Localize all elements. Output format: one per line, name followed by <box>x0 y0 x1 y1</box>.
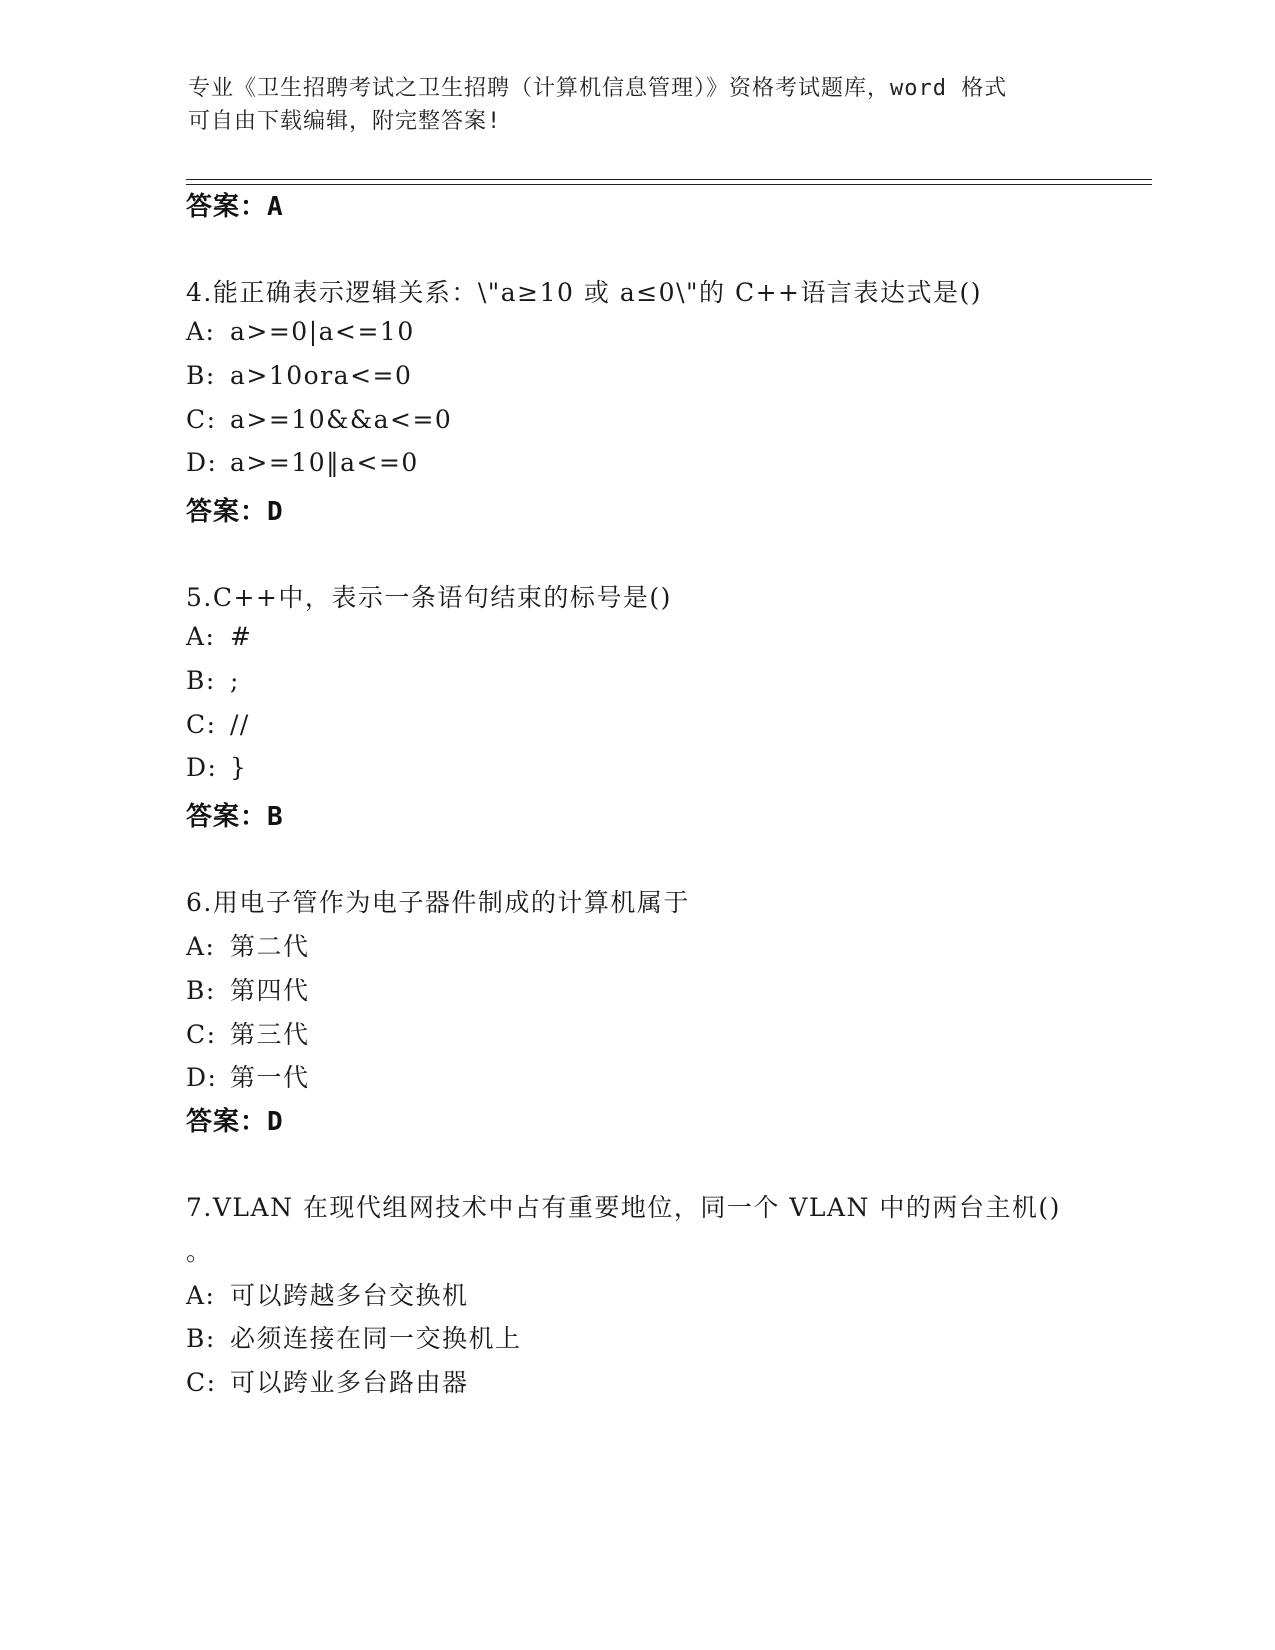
option-text: 第四代 <box>230 976 310 1005</box>
option-text: 第一代 <box>230 1063 310 1092</box>
answer-q3: 答案：A <box>186 192 284 222</box>
option-4d <box>186 448 419 477</box>
option-label: B: <box>186 1324 216 1353</box>
question-4: 4.能正确表示逻辑关系：\"a≥10 或 a≤0\"的 C++语言表达式是() <box>186 278 982 307</box>
option-label: A: <box>186 622 216 651</box>
option-text: 可以跨业多台路由器 <box>230 1368 469 1397</box>
option-label: B: <box>186 666 216 695</box>
option-label: C: <box>186 405 217 434</box>
option-5d <box>186 753 247 782</box>
option-text: a>=0|a<=10 <box>230 317 415 346</box>
question-7: 7.VLAN 在现代组网技术中占有重要地位，同一个 VLAN 中的两台主机() <box>186 1193 1061 1222</box>
question-7-continuation: 。 <box>186 1237 213 1266</box>
option-text: // <box>230 710 250 739</box>
option-label: C: <box>186 710 217 739</box>
option-label: D: <box>186 753 218 782</box>
option-label: B: <box>186 976 216 1005</box>
option-6c <box>186 1015 310 1051</box>
option-text: 第三代 <box>230 1020 310 1049</box>
option-text: a>=10‖a<=0 <box>230 448 419 477</box>
option-label: D: <box>186 448 218 477</box>
question-5: 5.C++中，表示一条语句结束的标号是() <box>186 583 672 612</box>
answer-q4: 答案：D <box>186 497 284 527</box>
option-7a <box>186 1276 469 1312</box>
option-text: a>10ora<=0 <box>230 361 413 390</box>
option-text: # <box>230 622 253 651</box>
option-label: A: <box>186 1281 216 1310</box>
option-4c <box>186 405 452 434</box>
option-6b <box>186 971 310 1007</box>
option-label: B: <box>186 361 216 390</box>
option-text: a>=10&&a<=0 <box>230 405 453 434</box>
answer-q6: 答案：D <box>186 1107 284 1137</box>
option-text: 第二代 <box>230 932 310 961</box>
option-7c <box>186 1363 469 1399</box>
answer-q5: 答案：B <box>186 802 284 832</box>
option-4b <box>186 361 412 390</box>
option-5b <box>186 666 240 695</box>
question-6: 6.用电子管作为电子器件制成的计算机属于 <box>186 888 690 917</box>
option-text: 必须连接在同一交换机上 <box>230 1324 522 1353</box>
option-5a <box>186 622 252 651</box>
option-4a <box>186 317 415 346</box>
header-line-2: 可自由下载编辑，附完整答案! <box>188 109 502 134</box>
option-label: D: <box>186 1063 218 1092</box>
option-label: A: <box>186 932 216 961</box>
option-6a <box>186 927 310 963</box>
option-text: } <box>230 753 248 782</box>
header-rule-bottom <box>186 184 1152 185</box>
header-rule-top <box>186 179 1152 180</box>
option-label: A: <box>186 317 216 346</box>
option-6d <box>186 1058 310 1094</box>
option-text: ; <box>230 666 240 695</box>
option-7b <box>186 1319 522 1355</box>
option-text: 可以跨越多台交换机 <box>230 1281 469 1310</box>
option-label: C: <box>186 1368 217 1397</box>
header-line-1: 专业《卫生招聘考试之卫生招聘（计算机信息管理）》资格考试题库，word 格式 <box>188 76 1008 101</box>
option-5c <box>186 710 250 739</box>
option-label: C: <box>186 1020 217 1049</box>
document-header <box>188 72 1068 138</box>
